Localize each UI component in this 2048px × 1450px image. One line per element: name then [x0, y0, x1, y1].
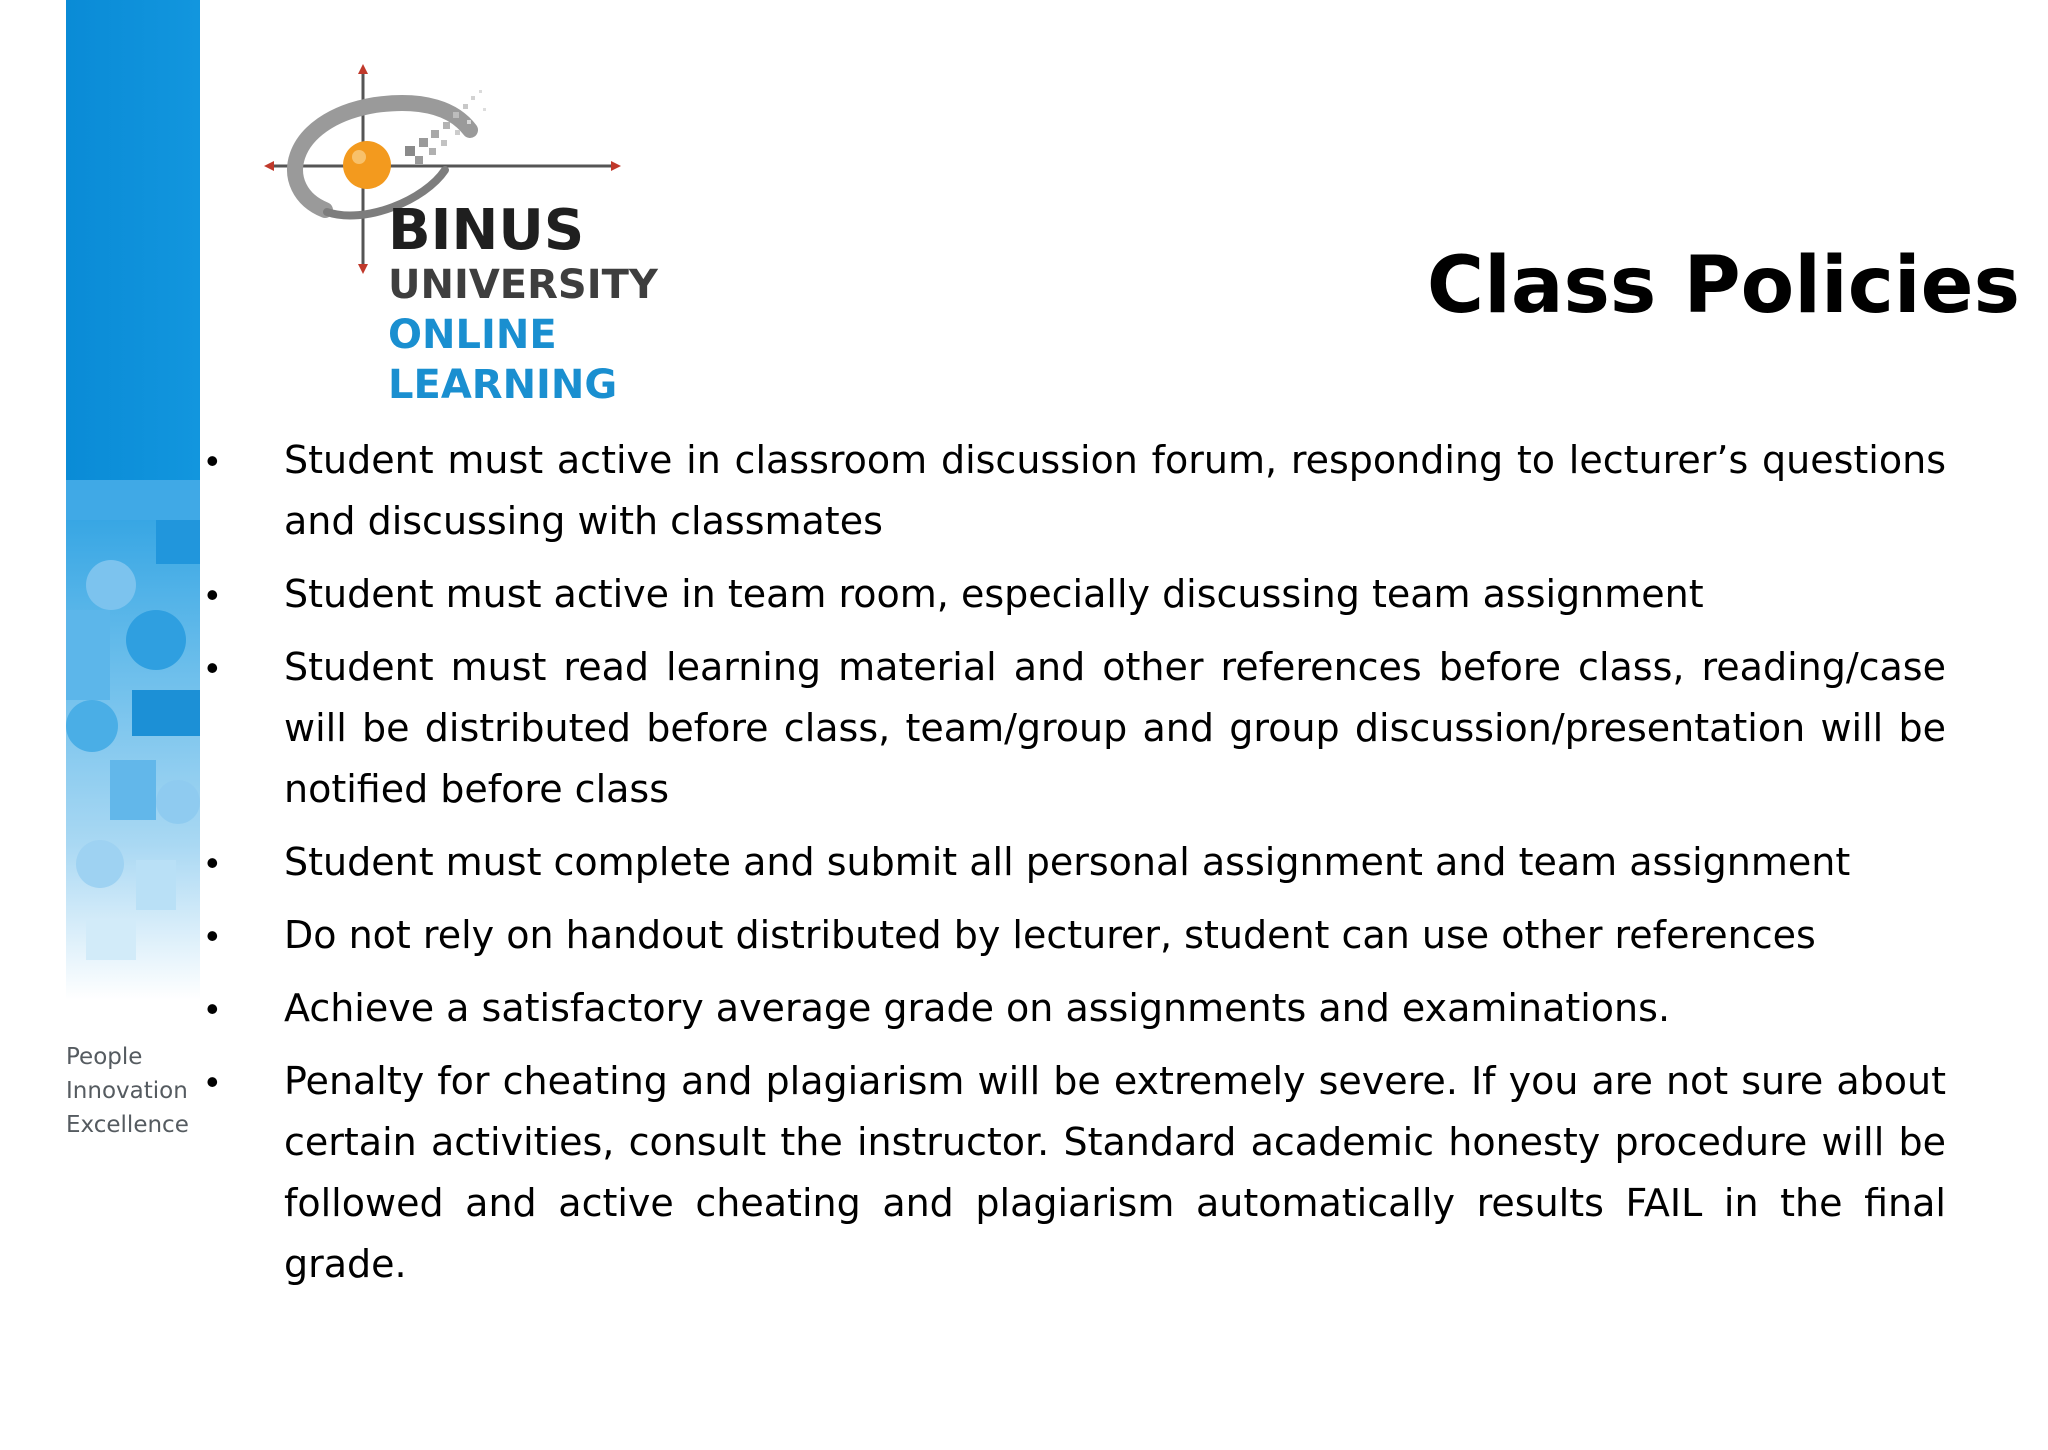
- policy-item: [200, 637, 1946, 820]
- policy-item-text: Student must active in classroom discussion forum, responding to lecturer’s questions and discussing with classmates: [284, 438, 1946, 543]
- pattern-block: [66, 610, 110, 700]
- policy-item: [200, 905, 1946, 966]
- bullet-icon: •: [206, 988, 219, 1029]
- logo-learning-text: LEARNING: [388, 362, 618, 408]
- policy-item: [200, 564, 1946, 625]
- tagline-line: Excellence: [66, 1112, 189, 1138]
- pattern-circle: [86, 560, 136, 610]
- pattern-circle: [156, 780, 200, 824]
- policy-item: [200, 430, 1946, 552]
- tagline-line: Innovation: [66, 1078, 188, 1104]
- policy-item: [200, 832, 1946, 893]
- binus-logo: [255, 60, 675, 430]
- pattern-block: [136, 860, 176, 910]
- bullet-icon: •: [206, 915, 219, 956]
- policy-item-text: Student must active in team room, especially discussing team assignment: [284, 572, 1704, 616]
- pattern-block: [86, 920, 136, 960]
- pattern-block: [110, 760, 156, 820]
- policy-list: [200, 430, 1946, 1307]
- policy-item-text: Penalty for cheating and plagiarism will be extremely severe. If you are not sure about certain activities, consult the instructor. Standard academic honesty procedure will be followed and active cheating and plagiarism automatically results FAIL in the final grade.: [284, 1059, 1946, 1286]
- logo-online-text: ONLINE: [388, 312, 557, 358]
- bullet-icon: •: [206, 440, 219, 481]
- logo-brand-text: BINUS: [388, 198, 585, 263]
- pattern-block: [132, 690, 200, 736]
- bullet-icon: •: [206, 1061, 219, 1102]
- bullet-icon: •: [206, 574, 219, 615]
- policy-item: [200, 1051, 1946, 1295]
- strip-solid-blue: [66, 0, 200, 480]
- pattern-block: [66, 480, 200, 520]
- bullet-icon: •: [206, 647, 219, 688]
- slide-title: Class Policies: [1426, 241, 2020, 331]
- pattern-circle: [76, 840, 124, 888]
- logo-university-text: UNIVERSITY: [388, 262, 658, 308]
- tagline: [66, 1040, 206, 1142]
- pattern-block: [156, 520, 200, 564]
- policy-item: [200, 978, 1946, 1039]
- pattern-circle: [66, 700, 118, 752]
- tagline-line: People: [66, 1044, 143, 1070]
- bullet-icon: •: [206, 842, 219, 883]
- pattern-circle: [126, 610, 186, 670]
- policy-item-text: Student must complete and submit all personal assignment and team assignment: [284, 840, 1851, 884]
- logo-wordmark: [388, 198, 658, 410]
- side-decoration-strip: [66, 0, 200, 1000]
- policy-item-text: Student must read learning material and other references before class, reading/case will be distributed before class, team/group and group discussion/presentation will be notified before class: [284, 645, 1946, 811]
- policy-item-text: Achieve a satisfactory average grade on assignments and examinations.: [284, 986, 1671, 1030]
- policy-item-text: Do not rely on handout distributed by lecturer, student can use other references: [284, 913, 1816, 957]
